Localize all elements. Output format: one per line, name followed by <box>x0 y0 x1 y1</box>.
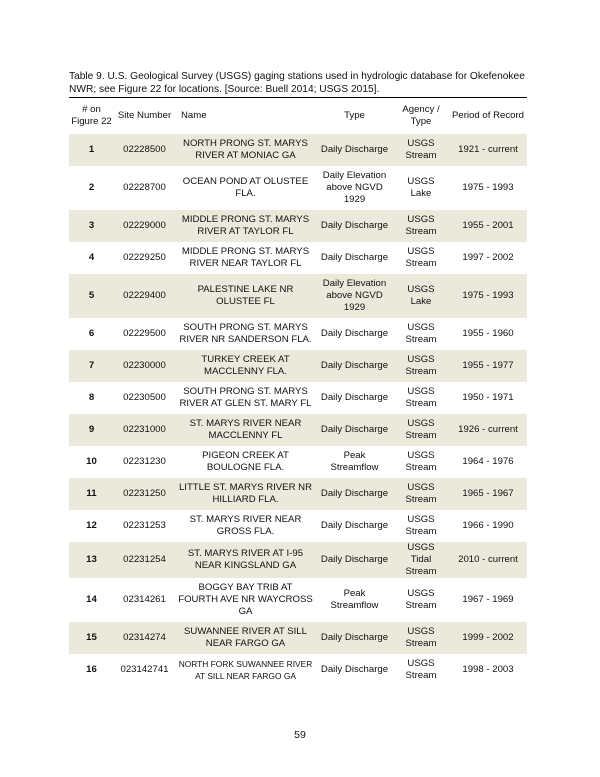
cell-site-number: 02231000 <box>114 414 175 446</box>
cell-figure-number: 2 <box>88 182 95 193</box>
gaging-stations-table <box>69 97 527 686</box>
cell-period-of-record: 1955 - 2001 <box>449 210 527 242</box>
table-row <box>69 134 527 166</box>
cell-station-name: ST. MARYS RIVER NEAR MACCLENNY FL <box>175 414 316 446</box>
cell-station-name: NORTH FORK SUWANNEE RIVER AT SILL NEAR FARGO GA <box>178 659 313 681</box>
cell-figure-number: 14 <box>86 594 97 605</box>
cell-figure-number: 11 <box>69 478 114 510</box>
table-row <box>69 242 527 274</box>
cell-station-name: MIDDLE PRONG ST. MARYS RIVER NEAR TAYLOR FL <box>181 246 310 269</box>
table-row <box>69 382 527 414</box>
table-row <box>69 542 527 578</box>
cell-figure-number: 3 <box>69 210 114 242</box>
cell-type: Daily Elevation above NGVD 1929 <box>322 170 387 205</box>
cell-agency-type: USGS Stream <box>393 210 449 242</box>
header-agency-type: Agency / Type <box>402 104 440 127</box>
cell-agency-type: USGS Stream <box>393 134 449 166</box>
header-type: Type <box>344 110 365 121</box>
cell-period-of-record: 2010 - current <box>449 542 527 578</box>
cell-figure-number: 1 <box>69 134 114 166</box>
cell-period-of-record: 1965 - 1967 <box>449 478 527 510</box>
cell-agency-type: USGS Tidal Stream <box>393 542 449 578</box>
cell-type: Daily Discharge <box>316 134 393 166</box>
cell-site-number: 02229400 <box>114 274 175 318</box>
cell-site-number: 02314261 <box>123 594 166 605</box>
cell-site-number: 02231253 <box>123 520 166 531</box>
cell-station-name: LITTLE ST. MARYS RIVER NR HILLIARD FLA. <box>175 478 316 510</box>
cell-period-of-record: 1966 - 1990 <box>462 520 514 531</box>
cell-period-of-record: 1997 - 2002 <box>462 252 514 263</box>
cell-site-number: 023142741 <box>120 664 169 675</box>
cell-site-number: 02229500 <box>123 328 166 339</box>
cell-site-number: 02231250 <box>114 478 175 510</box>
cell-agency-type: USGS Lake <box>407 176 435 199</box>
table-row <box>69 622 527 654</box>
cell-type: Daily Discharge <box>320 520 389 531</box>
cell-agency-type: USGS Stream <box>405 322 437 345</box>
cell-agency-type: USGS Stream <box>405 514 437 537</box>
cell-station-name: SUWANNEE RIVER AT SILL NEAR FARGO GA <box>175 622 316 654</box>
cell-type: Daily Discharge <box>316 542 393 578</box>
table-row <box>69 510 527 542</box>
cell-type: Daily Discharge <box>320 252 389 263</box>
cell-figure-number: 6 <box>88 328 95 339</box>
cell-figure-number: 16 <box>86 664 97 675</box>
cell-agency-type: USGS Stream <box>405 450 437 473</box>
table-row <box>69 166 527 210</box>
cell-site-number: 02230000 <box>114 350 175 382</box>
cell-agency-type: USGS Stream <box>405 588 437 611</box>
cell-station-name: MIDDLE PRONG ST. MARYS RIVER AT TAYLOR FL <box>175 210 316 242</box>
cell-agency-type: USGS Stream <box>405 658 437 681</box>
header-name: Name <box>181 110 207 121</box>
cell-agency-type: USGS Stream <box>393 414 449 446</box>
cell-station-name: ST. MARYS RIVER NEAR GROSS FLA. <box>189 514 302 537</box>
cell-agency-type: USGS Lake <box>393 274 449 318</box>
cell-type: Daily Discharge <box>320 664 389 675</box>
cell-site-number: 02230500 <box>123 392 166 403</box>
cell-station-name: ST. MARYS RIVER AT I-95 NEAR KINGSLAND GA <box>175 542 316 578</box>
table-row <box>69 478 527 510</box>
table-row <box>69 210 527 242</box>
cell-figure-number: 4 <box>88 252 95 263</box>
cell-period-of-record: 1964 - 1976 <box>462 456 514 467</box>
cell-period-of-record: 1998 - 2003 <box>462 664 514 675</box>
cell-period-of-record: 1955 - 1977 <box>449 350 527 382</box>
table-row <box>69 578 527 622</box>
cell-figure-number: 15 <box>69 622 114 654</box>
cell-figure-number: 12 <box>86 520 97 531</box>
cell-agency-type: USGS Stream <box>405 386 437 409</box>
cell-site-number: 02229250 <box>123 252 166 263</box>
table-row <box>69 654 527 686</box>
table-row <box>69 274 527 318</box>
cell-type: Daily Elevation above NGVD 1929 <box>316 274 393 318</box>
header-figure-number: # on Figure 22 <box>71 104 112 127</box>
cell-station-name: PALESTINE LAKE NR OLUSTEE FL <box>175 274 316 318</box>
cell-type: Daily Discharge <box>316 622 393 654</box>
page-number: 59 <box>294 729 306 741</box>
header-period-of-record: Period of Record <box>452 110 524 121</box>
cell-period-of-record: 1950 - 1971 <box>462 392 514 403</box>
cell-type: Daily Discharge <box>320 392 389 403</box>
cell-site-number: 02231230 <box>123 456 166 467</box>
cell-agency-type: USGS Stream <box>393 350 449 382</box>
cell-figure-number: 13 <box>69 542 114 578</box>
cell-station-name: SOUTH PRONG ST. MARYS RIVER NR SANDERSON FLA. <box>179 322 312 345</box>
table-row <box>69 318 527 350</box>
cell-figure-number: 8 <box>88 392 95 403</box>
cell-site-number: 02228500 <box>114 134 175 166</box>
cell-site-number: 02228700 <box>123 182 166 193</box>
cell-type: Daily Discharge <box>316 478 393 510</box>
cell-agency-type: USGS Stream <box>393 478 449 510</box>
cell-station-name: TURKEY CREEK AT MACCLENNY FLA. <box>175 350 316 382</box>
cell-site-number: 02231254 <box>114 542 175 578</box>
cell-period-of-record: 1967 - 1969 <box>462 594 514 605</box>
cell-station-name: NORTH PRONG ST. MARYS RIVER AT MONIAC GA <box>175 134 316 166</box>
cell-station-name: BOGGY BAY TRIB AT FOURTH AVE NR WAYCROSS GA <box>178 582 313 617</box>
cell-figure-number: 9 <box>69 414 114 446</box>
cell-figure-number: 7 <box>69 350 114 382</box>
cell-period-of-record: 1921 - current <box>449 134 527 166</box>
cell-station-name: PIGEON CREEK AT BOULOGNE FLA. <box>202 450 289 473</box>
cell-period-of-record: 1926 - current <box>449 414 527 446</box>
cell-type: Daily Discharge <box>320 328 389 339</box>
cell-period-of-record: 1975 - 1993 <box>462 182 514 193</box>
table-row <box>69 446 527 478</box>
cell-type: Daily Discharge <box>316 414 393 446</box>
cell-type: Daily Discharge <box>316 210 393 242</box>
cell-figure-number: 10 <box>86 456 97 467</box>
table-caption: Table 9. U.S. Geological Survey (USGS) gaging stations used in hydrologic database for Okefenokee NWR; see Figure 22 for locations. [Source: Buell 2014; USGS 2015]. <box>69 71 525 95</box>
cell-agency-type: USGS Stream <box>393 622 449 654</box>
cell-period-of-record: 1975 - 1993 <box>449 274 527 318</box>
header-site-number: Site Number <box>117 110 172 121</box>
cell-site-number: 02229000 <box>114 210 175 242</box>
cell-period-of-record: 1955 - 1960 <box>462 328 514 339</box>
cell-type: Daily Discharge <box>316 350 393 382</box>
cell-type: Peak Streamflow <box>330 450 379 473</box>
cell-type: Peak Streamflow <box>330 588 379 611</box>
cell-station-name: OCEAN POND AT OLUSTEE FLA. <box>182 176 309 199</box>
cell-station-name: SOUTH PRONG ST. MARYS RIVER AT GLEN ST. MARY FL <box>179 386 312 409</box>
cell-agency-type: USGS Stream <box>405 246 437 269</box>
cell-figure-number: 5 <box>69 274 114 318</box>
cell-period-of-record: 1999 - 2002 <box>449 622 527 654</box>
table-row <box>69 414 527 446</box>
table-row <box>69 350 527 382</box>
cell-site-number: 02314274 <box>114 622 175 654</box>
table-header-row <box>69 98 527 135</box>
